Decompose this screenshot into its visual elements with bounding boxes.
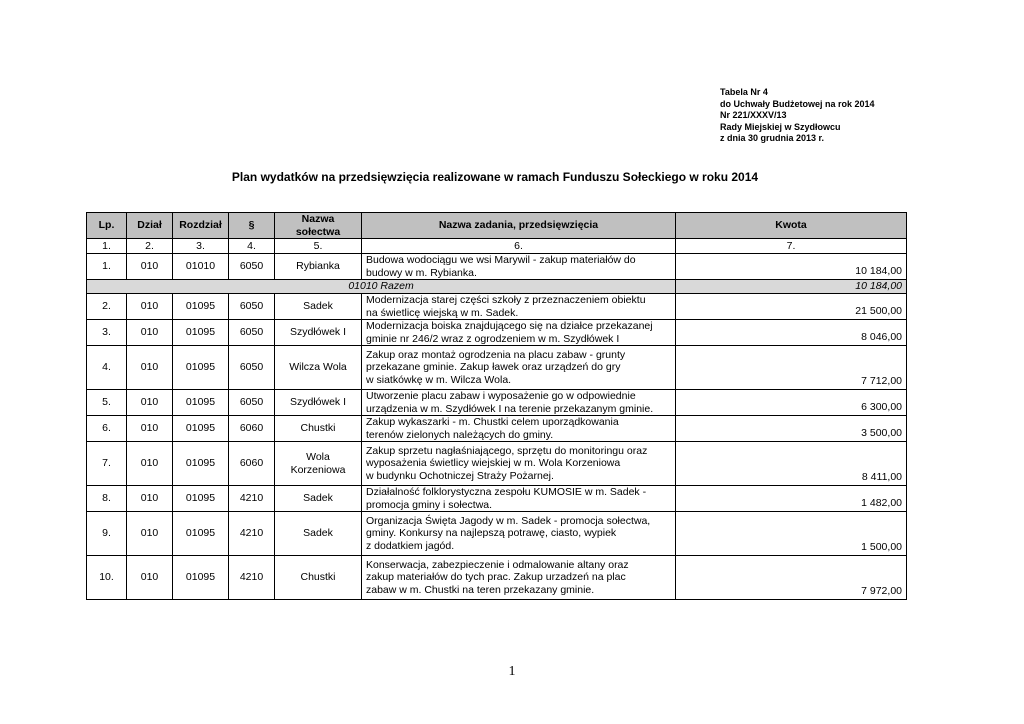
paragraph-cell: 4210 — [229, 512, 275, 556]
amount-cell: 8 411,00 — [676, 442, 907, 486]
task-line: Zakup oraz montaż ogrodzenia na placu zabaw - grunty — [366, 348, 626, 361]
subtotal-row — [87, 280, 907, 294]
task-line: gminy. Konkursy na najlepszą potrawę, ciasto, wypiek — [366, 527, 617, 540]
amount-cell: 8 046,00 — [676, 320, 907, 346]
task-cell — [362, 486, 676, 512]
rozdzial-cell: 01095 — [173, 346, 229, 390]
paragraph-cell: 6050 — [229, 254, 275, 280]
task-line: Konserwacja, zabezpieczenie i odmalowanie altany oraz — [366, 558, 629, 571]
task-line: urządzenia w m. Szydłówek I na terenie przekazanym gminie. — [366, 402, 654, 415]
task-cell — [362, 320, 676, 346]
amount-cell: 10 184,00 — [676, 254, 907, 280]
table-row — [87, 512, 907, 556]
dzial-cell: 010 — [127, 320, 173, 346]
solectwo-cell: Szydłówek I — [275, 320, 362, 346]
table-row — [87, 442, 907, 486]
dzial-cell: 010 — [127, 486, 173, 512]
column-header: Dział — [127, 213, 173, 239]
task-line: Modernizacja boiska znajdującego się na działce przekazanej — [366, 320, 653, 332]
solectwo-cell: Chustki — [275, 556, 362, 600]
dzial-cell: 010 — [127, 390, 173, 416]
lp-cell: 9. — [87, 512, 127, 556]
page-number: 1 — [508, 664, 516, 679]
solectwo-cell: Sadek — [275, 512, 362, 556]
lp-cell: 5. — [87, 390, 127, 416]
task-line: w budynku Ochotniczej Straży Pożarnej. — [366, 469, 554, 482]
task-line: zakup materiałów do tych prac. Zakup urzadzeń na plac — [366, 571, 626, 584]
solectwo-cell: Wola Korzeniowa — [275, 442, 362, 486]
table-row — [87, 346, 907, 390]
task-line: terenów zielonych należących do gminy. — [366, 428, 554, 441]
task-cell — [362, 294, 676, 320]
lp-cell: 8. — [87, 486, 127, 512]
lp-cell: 4. — [87, 346, 127, 390]
column-header: Lp. — [87, 213, 127, 239]
paragraph-cell: 6060 — [229, 442, 275, 486]
task-line: Zakup wykaszarki - m. Chustki celem uporządkowania — [366, 416, 619, 428]
task-cell — [362, 254, 676, 280]
column-header: Nazwa zadania, przedsięwzięcia — [362, 213, 676, 239]
task-cell — [362, 442, 676, 486]
column-number: 6. — [362, 239, 676, 254]
rozdzial-cell: 01095 — [173, 294, 229, 320]
amount-cell: 6 300,00 — [676, 390, 907, 416]
paragraph-cell: 6050 — [229, 390, 275, 416]
rozdzial-cell: 01010 — [173, 254, 229, 280]
table-row — [87, 556, 907, 600]
paragraph-cell: 6050 — [229, 346, 275, 390]
table-row — [87, 294, 907, 320]
column-header: Kwota — [676, 213, 907, 239]
solectwo-cell: Sadek — [275, 294, 362, 320]
task-line: Budowa wodociągu we wsi Marywil - zakup materiałów do — [366, 254, 636, 266]
task-line: na świetlicę wiejską w m. Sadek. — [366, 306, 519, 319]
task-line: Działalność folklorystyczna zespołu KUMOSIE w m. Sadek - — [366, 486, 647, 498]
rozdzial-cell: 01095 — [173, 416, 229, 442]
solectwo-cell: Wilcza Wola — [275, 346, 362, 390]
table-row — [87, 320, 907, 346]
amount-cell: 3 500,00 — [676, 416, 907, 442]
header-line: Nr 221/XXXV/13 — [720, 110, 787, 120]
task-cell — [362, 416, 676, 442]
amount-cell: 7 712,00 — [676, 346, 907, 390]
task-cell — [362, 390, 676, 416]
table-body — [87, 239, 907, 600]
rozdzial-cell: 01095 — [173, 442, 229, 486]
table-row — [87, 416, 907, 442]
task-cell — [362, 512, 676, 556]
dzial-cell: 010 — [127, 512, 173, 556]
lp-cell: 7. — [87, 442, 127, 486]
lp-cell: 6. — [87, 416, 127, 442]
task-line: Modernizacja starej części szkoły z przeznaczeniem obiektu — [366, 294, 646, 306]
task-line: w siatkówkę w m. Wilcza Wola. — [366, 373, 512, 386]
header-line: Tabela Nr 4 — [720, 87, 768, 97]
column-header: Nazwa sołectwa — [275, 213, 362, 239]
rozdzial-cell: 01095 — [173, 390, 229, 416]
task-line: wyposażenia świetlicy wiejskiej w m. Wola Korzeniowa — [366, 457, 621, 470]
lp-cell: 1. — [87, 254, 127, 280]
document-title: Plan wydatków na przedsięwzięcia realizowane w ramach Funduszu Sołeckiego w roku 2014 — [231, 170, 759, 184]
task-line: z dodatkiem jagód. — [366, 539, 455, 552]
resolution-reference — [720, 87, 875, 145]
dzial-cell: 010 — [127, 346, 173, 390]
column-number: 2. — [127, 239, 173, 254]
task-line: Organizacja Święta Jagody w m. Sadek - promocja sołectwa, — [366, 514, 651, 527]
task-line: zabaw w m. Chustki na teren przekazany gminie. — [366, 583, 595, 596]
table-row — [87, 486, 907, 512]
table-row — [87, 390, 907, 416]
solectwo-cell: Szydłówek I — [275, 390, 362, 416]
solectwo-cell: Chustki — [275, 416, 362, 442]
expense-plan-table — [86, 212, 907, 600]
rozdzial-cell: 01095 — [173, 512, 229, 556]
header-line: z dnia 30 grudnia 2013 r. — [720, 133, 825, 143]
header-line: Rady Miejskiej w Szydłowcu — [720, 121, 841, 132]
dzial-cell: 010 — [127, 294, 173, 320]
column-header: Rozdział — [173, 213, 229, 239]
task-line: promocja gminy i sołectwa. — [366, 498, 493, 511]
dzial-cell: 010 — [127, 442, 173, 486]
task-cell — [362, 346, 676, 390]
task-line: gminie nr 246/2 wraz z ogrodzeniem w m. Szydłówek I — [366, 332, 620, 345]
paragraph-cell: 6050 — [229, 320, 275, 346]
task-line: Zakup sprzetu nagłaśniającego, sprzętu do monitoringu oraz — [366, 444, 648, 457]
task-line: przekazane gminie. Zakup ławek oraz urządzeń do gry — [366, 361, 621, 374]
column-number: 3. — [173, 239, 229, 254]
column-number: 5. — [275, 239, 362, 254]
column-header: § — [229, 213, 275, 239]
column-number: 4. — [229, 239, 275, 254]
amount-cell: 1 500,00 — [676, 512, 907, 556]
paragraph-cell: 6050 — [229, 294, 275, 320]
paragraph-cell: 4210 — [229, 556, 275, 600]
rozdzial-cell: 01095 — [173, 556, 229, 600]
dzial-cell: 010 — [127, 556, 173, 600]
column-number: 7. — [676, 239, 907, 254]
column-number: 1. — [87, 239, 127, 254]
amount-cell: 21 500,00 — [676, 294, 907, 320]
rozdzial-cell: 01095 — [173, 320, 229, 346]
dzial-cell: 010 — [127, 416, 173, 442]
solectwo-cell: Rybianka — [275, 254, 362, 280]
lp-cell: 3. — [87, 320, 127, 346]
task-line: Utworzenie placu zabaw i wyposażenie go w odpowiednie — [366, 390, 636, 402]
task-line: budowy w m. Rybianka. — [366, 266, 477, 279]
subtotal-amount: 10 184,00 — [676, 280, 907, 294]
paragraph-cell: 6060 — [229, 416, 275, 442]
header-line: do Uchwały Budżetowej na rok 2014 — [720, 98, 875, 109]
subtotal-label: 01010 Razem — [87, 280, 676, 294]
paragraph-cell: 4210 — [229, 486, 275, 512]
column-number-row — [87, 239, 907, 254]
amount-cell: 1 482,00 — [676, 486, 907, 512]
rozdzial-cell: 01095 — [173, 486, 229, 512]
lp-cell: 2. — [87, 294, 127, 320]
lp-cell: 10. — [87, 556, 127, 600]
solectwo-cell: Sadek — [275, 486, 362, 512]
dzial-cell: 010 — [127, 254, 173, 280]
table-header-row — [87, 213, 907, 239]
table-row — [87, 254, 907, 280]
task-cell — [362, 556, 676, 600]
amount-cell: 7 972,00 — [676, 556, 907, 600]
